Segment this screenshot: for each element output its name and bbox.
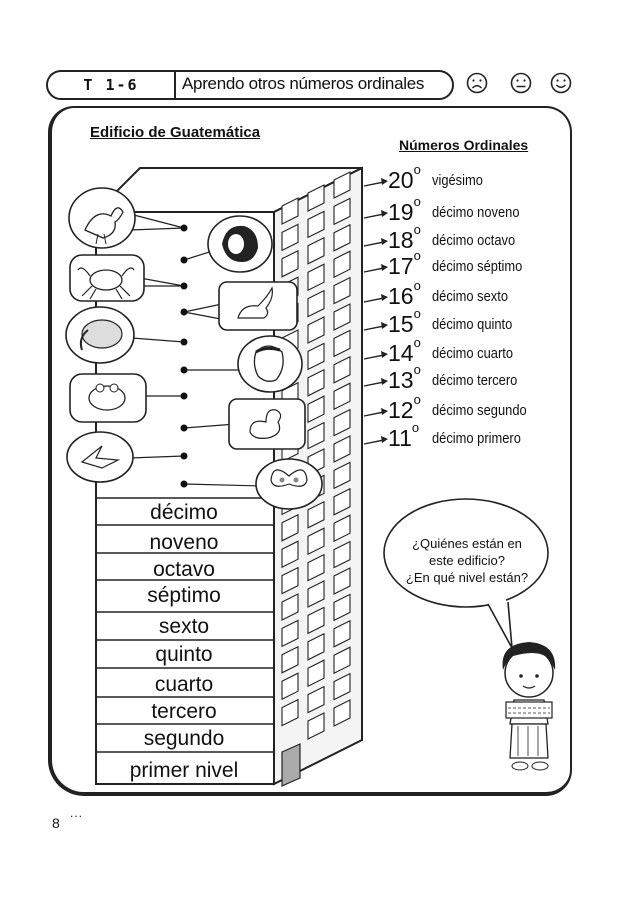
ordinal-word: décimo noveno	[432, 203, 520, 221]
floor-label: décimo	[150, 501, 218, 524]
hen-icon	[69, 188, 135, 248]
ordinal-digits: 17	[388, 252, 414, 279]
building-title: Edificio de Guatemática	[90, 124, 261, 141]
duck-icon	[229, 399, 305, 449]
ordinal-word: décimo cuarto	[432, 344, 514, 362]
ordinal-word: décimo séptimo	[432, 257, 523, 275]
ordinal-superscript: o	[413, 391, 421, 407]
penguin-icon	[208, 216, 272, 272]
bubble-line-2: este edificio?	[429, 553, 505, 568]
ordinal-superscript: o	[413, 334, 421, 350]
floor-label: octavo	[153, 558, 215, 581]
ordinal-superscript: o	[413, 305, 421, 321]
floor-label: noveno	[149, 531, 219, 554]
floor-label: cuarto	[154, 673, 214, 696]
ordinal-digits: 12	[388, 396, 414, 423]
ordinal-superscript: o	[413, 161, 421, 177]
bird-icon	[67, 432, 133, 482]
lesson-code: T 1-6	[48, 72, 176, 98]
ordinal-digits: 19	[388, 198, 414, 225]
ordinal-digits: 13	[388, 366, 414, 393]
ordinal-superscript: o	[413, 361, 421, 377]
frog-icon	[70, 374, 146, 422]
crab-icon	[70, 255, 144, 301]
rabbit-icon	[219, 282, 297, 330]
ordinal-superscript: o	[411, 419, 420, 435]
ordinal-word: décimo quinto	[432, 315, 513, 333]
ordinal-superscript: o	[413, 193, 421, 209]
ordinal-superscript: o	[413, 221, 421, 237]
ordinal-superscript: o	[413, 277, 421, 293]
floor-label: tercero	[151, 700, 217, 723]
floor-label: primer nivel	[129, 759, 239, 782]
butterfly-icon	[256, 459, 322, 509]
elephant-icon	[66, 307, 134, 363]
ordinals-title: Números Ordinales	[399, 137, 529, 153]
bubble-line-1: ¿Quiénes están en	[412, 536, 522, 551]
ordinal-digits: 20	[388, 166, 414, 193]
horse-icon	[238, 336, 302, 392]
bubble-line-3: ¿En qué nivel están?	[405, 570, 529, 585]
ordinal-word: décimo primero	[432, 429, 521, 447]
ordinal-digits: 16	[388, 282, 414, 309]
speech-bubble-text	[394, 535, 540, 586]
floor-label: sexto	[158, 615, 210, 638]
lesson-title: Aprendo otros números ordinales	[182, 74, 425, 93]
floor-label: quinto	[155, 643, 213, 666]
ordinal-digits: 11	[388, 424, 412, 451]
floor-label: segundo	[143, 727, 225, 750]
ordinal-digits: 15	[388, 310, 414, 337]
ordinal-digits: 18	[388, 226, 414, 253]
ordinal-digits: 14	[388, 339, 414, 366]
ordinal-superscript: o	[413, 247, 421, 263]
ordinal-word: décimo segundo	[432, 401, 527, 419]
ordinal-word: décimo sexto	[432, 287, 509, 305]
ordinal-word: vigésimo	[432, 171, 483, 189]
page-number: 8	[52, 815, 60, 831]
girl-icon	[503, 642, 556, 770]
ordinal-word: décimo tercero	[432, 371, 518, 389]
page-ornament: ...	[70, 806, 84, 820]
ordinal-word: décimo octavo	[432, 231, 516, 249]
floor-label: séptimo	[147, 584, 221, 607]
